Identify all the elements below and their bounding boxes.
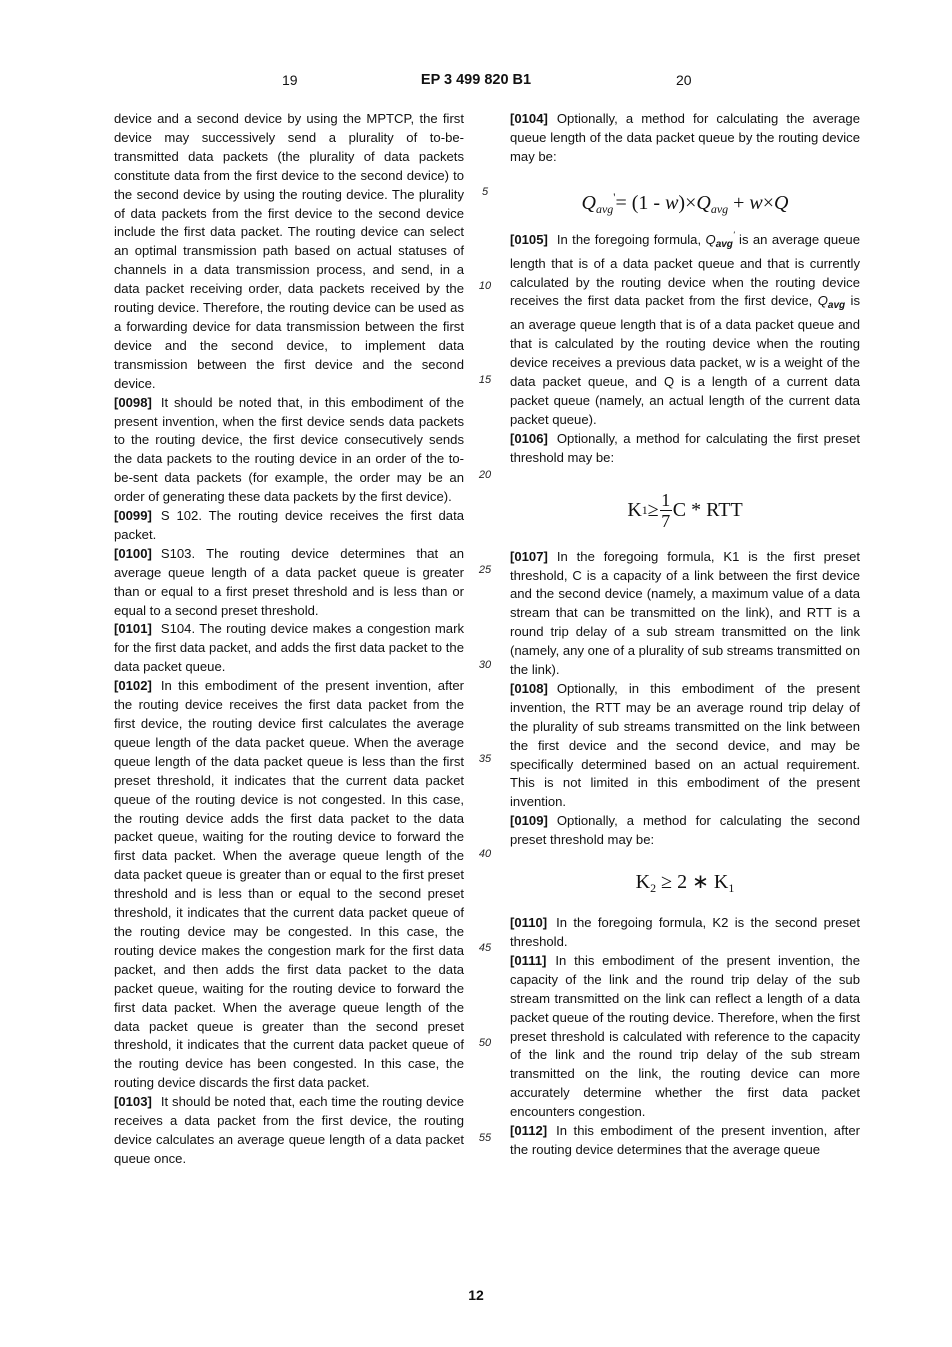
paragraph-number: [0112] <box>510 1123 548 1139</box>
paragraph-number: [0103] <box>114 1094 152 1110</box>
paragraph-number: [0110] <box>510 915 548 931</box>
paragraph-text: Optionally, in this embodiment of the present invention, the RTT may be an average round trip delay of the plurality of sub streams transmitted on the link between the first device and the second device, and may be specifically determined based on an actual requirement. This is not limited in this embodiment of the present invention. <box>510 680 860 810</box>
paragraph-0107 <box>510 548 860 680</box>
paragraph-number: [0102] <box>114 678 152 694</box>
line-number: 35 <box>478 753 492 765</box>
paragraph-0109 <box>510 812 860 850</box>
paragraph-text: Optionally, a method for calculating the first preset threshold may be: <box>510 430 860 465</box>
left-page-number: 19 <box>282 72 298 88</box>
line-number: 20 <box>478 469 492 481</box>
paragraph-text: S103. The routing device determines that an average queue length of a data packet queue is greater than or equal to a first preset threshold and is less than or equal to a second preset threshold. <box>114 545 464 618</box>
paragraph-text: In this embodiment of the present invention, after the routing device determines that the average queue <box>510 1123 860 1157</box>
page-footer-number: 12 <box>468 1287 484 1303</box>
paragraph-0104 <box>510 110 860 167</box>
line-number: 40 <box>478 848 492 860</box>
second-threshold-formula: $K_2 \ge 2$ ∗ $K_1$ <box>635 871 735 896</box>
paragraph-0102 <box>114 677 464 1093</box>
paragraph-number: [0101] <box>114 621 152 637</box>
line-number: 45 <box>478 942 492 954</box>
line-number: 30 <box>478 659 492 671</box>
right-page-number: 20 <box>676 72 692 88</box>
paragraph-0100 <box>114 545 464 621</box>
right-column <box>510 110 860 1160</box>
paragraph-0111 <box>510 952 860 1122</box>
paragraph-text: In this embodiment of the present invention, after the routing device receives the first data packet from the first device, the routing device first calculates the average queue length of the data packet queue. When the average queue length of the data packet queue is less than the first preset threshold, it indicates that the current data packet queue of the routing device is not congested. In this case, the routing device adds the first data packet to the data packet queue, waiting for the routing device to forward the first data packet. When the average queue length of the data packet queue is greater than or equal to the first preset threshold and is less than or equal to the second preset threshold, it indicates that the current data packet queue of the routing device may be congested. In this case, the routing device makes the congestion mark for the first data packet, and then adds the first data packet to the data packet queue, waiting for the routing device to forward the first data packet. When the average queue length of the data packet queue is greater than the second preset threshold, it indicates that the current data packet queue of the routing device has been congested. In this case, the routing device discards the first data packet. <box>114 678 464 1091</box>
paragraph-number: [0105] <box>510 231 548 247</box>
paragraph-number: [0099] <box>114 508 152 524</box>
paragraph-number: [0104] <box>510 111 548 126</box>
paragraph-text: Optionally, a method for calculating the second preset threshold may be: <box>510 813 860 848</box>
paragraph-text: S104. The routing device makes a congestion mark for the first data packet, and adds the first data packet to the data packet queue. <box>114 621 464 675</box>
line-number: 10 <box>478 280 492 292</box>
paragraph-0108 <box>510 680 860 812</box>
first-threshold-formula: K 1 ≥ $\frac{1}{7}$ C * RTT <box>627 490 743 532</box>
paragraph-0106 <box>510 430 860 468</box>
paragraph-text: S 102. The routing device receives the first data packet. <box>114 508 464 542</box>
paragraph-text: In the foregoing formula, K2 is the second preset threshold. <box>510 915 860 949</box>
line-number: 15 <box>478 374 492 386</box>
paragraph-text: Optionally, a method for calculating the average queue length of the data packet queue by the routing device may be: <box>510 111 860 164</box>
line-number: 5 <box>481 186 489 198</box>
paragraph-0112 <box>510 1122 860 1160</box>
line-number: 25 <box>478 564 492 576</box>
paragraph-text: It should be noted that, in this embodiment of the present invention, when the first device sends data packets to the routing device, the first device consecutively sends the data packets to the routing device in an order of the to-be-sent data packets (for example, the order may be an order of generating these data packets by the first device). <box>114 394 464 505</box>
paragraph-0110 <box>510 914 860 952</box>
left-column <box>114 110 464 1169</box>
paragraph-0105: [0105] In the foregoing formula, $Q_{avg}'$ is an average queue length that is of a data packet queue and that is currently calculated by the routing device when the routing device receives the first data packet from the first device, $Q_{avg}$ is an average queue length that is of a data packet queue and that is calculated by the routing device when the routing device receives a previous data packet, w is a weight of the data packet queue, and Q is a length of a current data packet queue (namely, an actual length of the current data packet queue). <box>510 229 860 427</box>
paragraph-number: [0107] <box>510 548 548 564</box>
paragraph-number: [0108] <box>510 680 548 696</box>
paragraph-0103 <box>114 1093 464 1169</box>
paragraph-text: It should be noted that, each time the routing device receives a data packet from the first device, the routing device calculates an average queue length of a data packet queue once. <box>114 1094 464 1166</box>
paragraph-text: In this embodiment of the present invention, the capacity of the link and the round trip delay of the sub stream transmitted on the link can reflect a length of a data packet queue of the routing device. Therefore, when the first preset threshold is calculated with reference to the capacity of the link and the round trip delay of the sub stream transmitted on the link, the routing device can more accurately determine whether the first data packet encounters congestion. <box>510 952 860 1120</box>
patent-number: EP 3 499 820 B1 <box>420 72 532 88</box>
line-number: 50 <box>478 1037 492 1049</box>
paragraph-number: [0111] <box>510 952 547 968</box>
paragraph-0099 <box>114 507 464 545</box>
paragraph-number: [0100] <box>114 545 152 561</box>
line-number: 55 <box>478 1132 492 1144</box>
paragraph-number: [0109] <box>510 813 548 829</box>
average-queue-length-formula: $Q_{avg}'= (1 - w)\times Q_{avg} + w\times Q$ <box>581 189 789 216</box>
paragraph-continued: device and a second device by using the MPTCP, the first device may successively send a plurality of to-be-transmitted data packets (the plurality of data packets constitute data from the first device to the second device) to the second device by using the routing device. The plurality of data packets from the first device to the second device include the first data packet. The routing device can select an optimal transmission path based on actual statuses of channels in a data transmission process, and send, in a data packet receiving order, data packets received by the routing device. Therefore, the routing device can be used as a forwarding device for data transmission between the first device and the second device, to implement data transmission between the first device and the second device. <box>114 111 464 391</box>
paragraph-0101 <box>114 620 464 677</box>
paragraph-number: [0098] <box>114 394 152 410</box>
paragraph-0098 <box>114 394 464 507</box>
paragraph-text: In the foregoing formula, K1 is the first preset threshold, C is a capacity of a link between the first device and the second device (namely, a maximum value of a data stream that can be transmitted on the link), and RTT is a round trip delay of a sub stream transmitted on the link (namely, any one of a plurality of sub streams transmitted on the link). <box>510 548 860 678</box>
paragraph-number: [0106] <box>510 430 548 446</box>
